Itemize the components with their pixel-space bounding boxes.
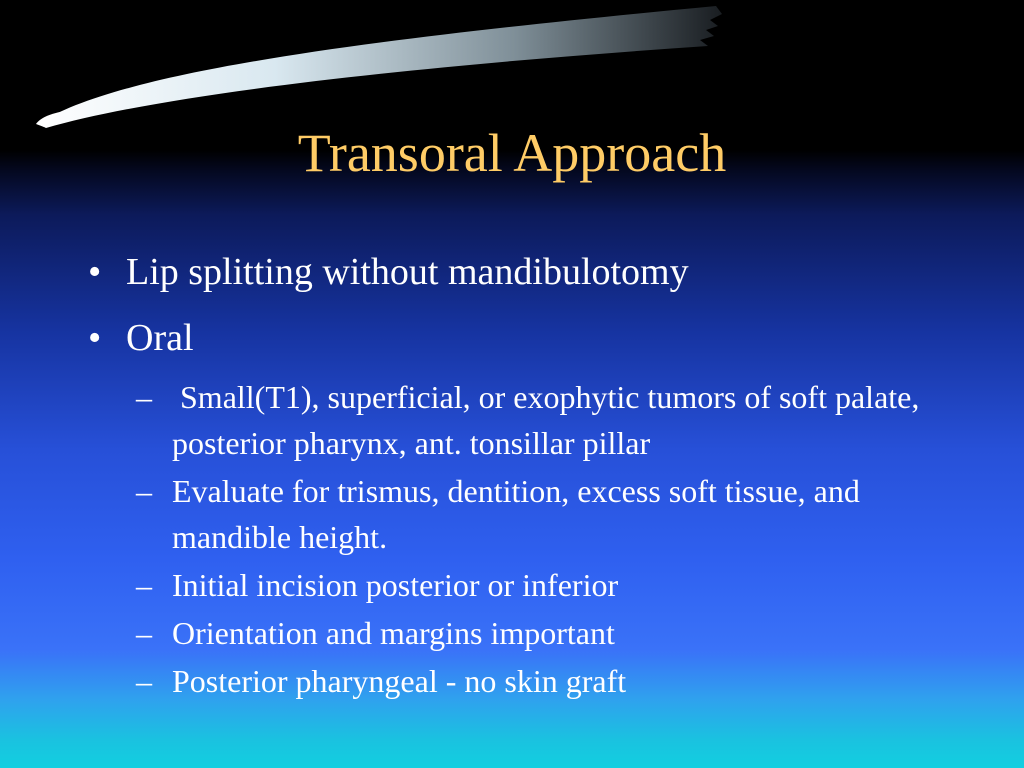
- bullet-text: Lip splitting without mandibulotomy: [126, 251, 689, 293]
- bullet-list: [86, 250, 936, 714]
- sub-bullet-marker: –: [136, 379, 152, 415]
- sub-bullet-marker: –: [136, 473, 152, 509]
- sub-bullet-marker: –: [136, 663, 152, 699]
- bullet-text: Oral: [126, 317, 194, 359]
- bullet-item: [86, 250, 936, 294]
- sub-bullet-text: Posterior pharyngeal - no skin graft: [172, 663, 627, 699]
- sub-bullet-text: Initial incision posterior or inferior: [172, 567, 619, 603]
- sub-bullet-item: [86, 374, 936, 466]
- sub-bullet-item: [86, 658, 936, 704]
- bullet-item: [86, 316, 936, 360]
- slide-title: Transoral Approach: [297, 123, 727, 183]
- sub-bullet-item: [86, 610, 936, 656]
- sub-bullet-text: Evaluate for trismus, dentition, excess soft tissue, and mandible height.: [172, 473, 860, 555]
- sub-bullet-item: [86, 468, 936, 560]
- bullet-marker: •: [88, 251, 102, 293]
- sub-bullet-item: [86, 562, 936, 608]
- sub-bullet-marker: –: [136, 615, 152, 651]
- sub-bullet-text: Orientation and margins important: [172, 615, 615, 651]
- sub-bullet-marker: –: [136, 567, 152, 603]
- sub-bullet-text: Small(T1), superficial, or exophytic tumors of soft palate, posterior pharynx, ant. tonsillar pillar: [172, 379, 928, 461]
- bullet-marker: •: [88, 317, 102, 359]
